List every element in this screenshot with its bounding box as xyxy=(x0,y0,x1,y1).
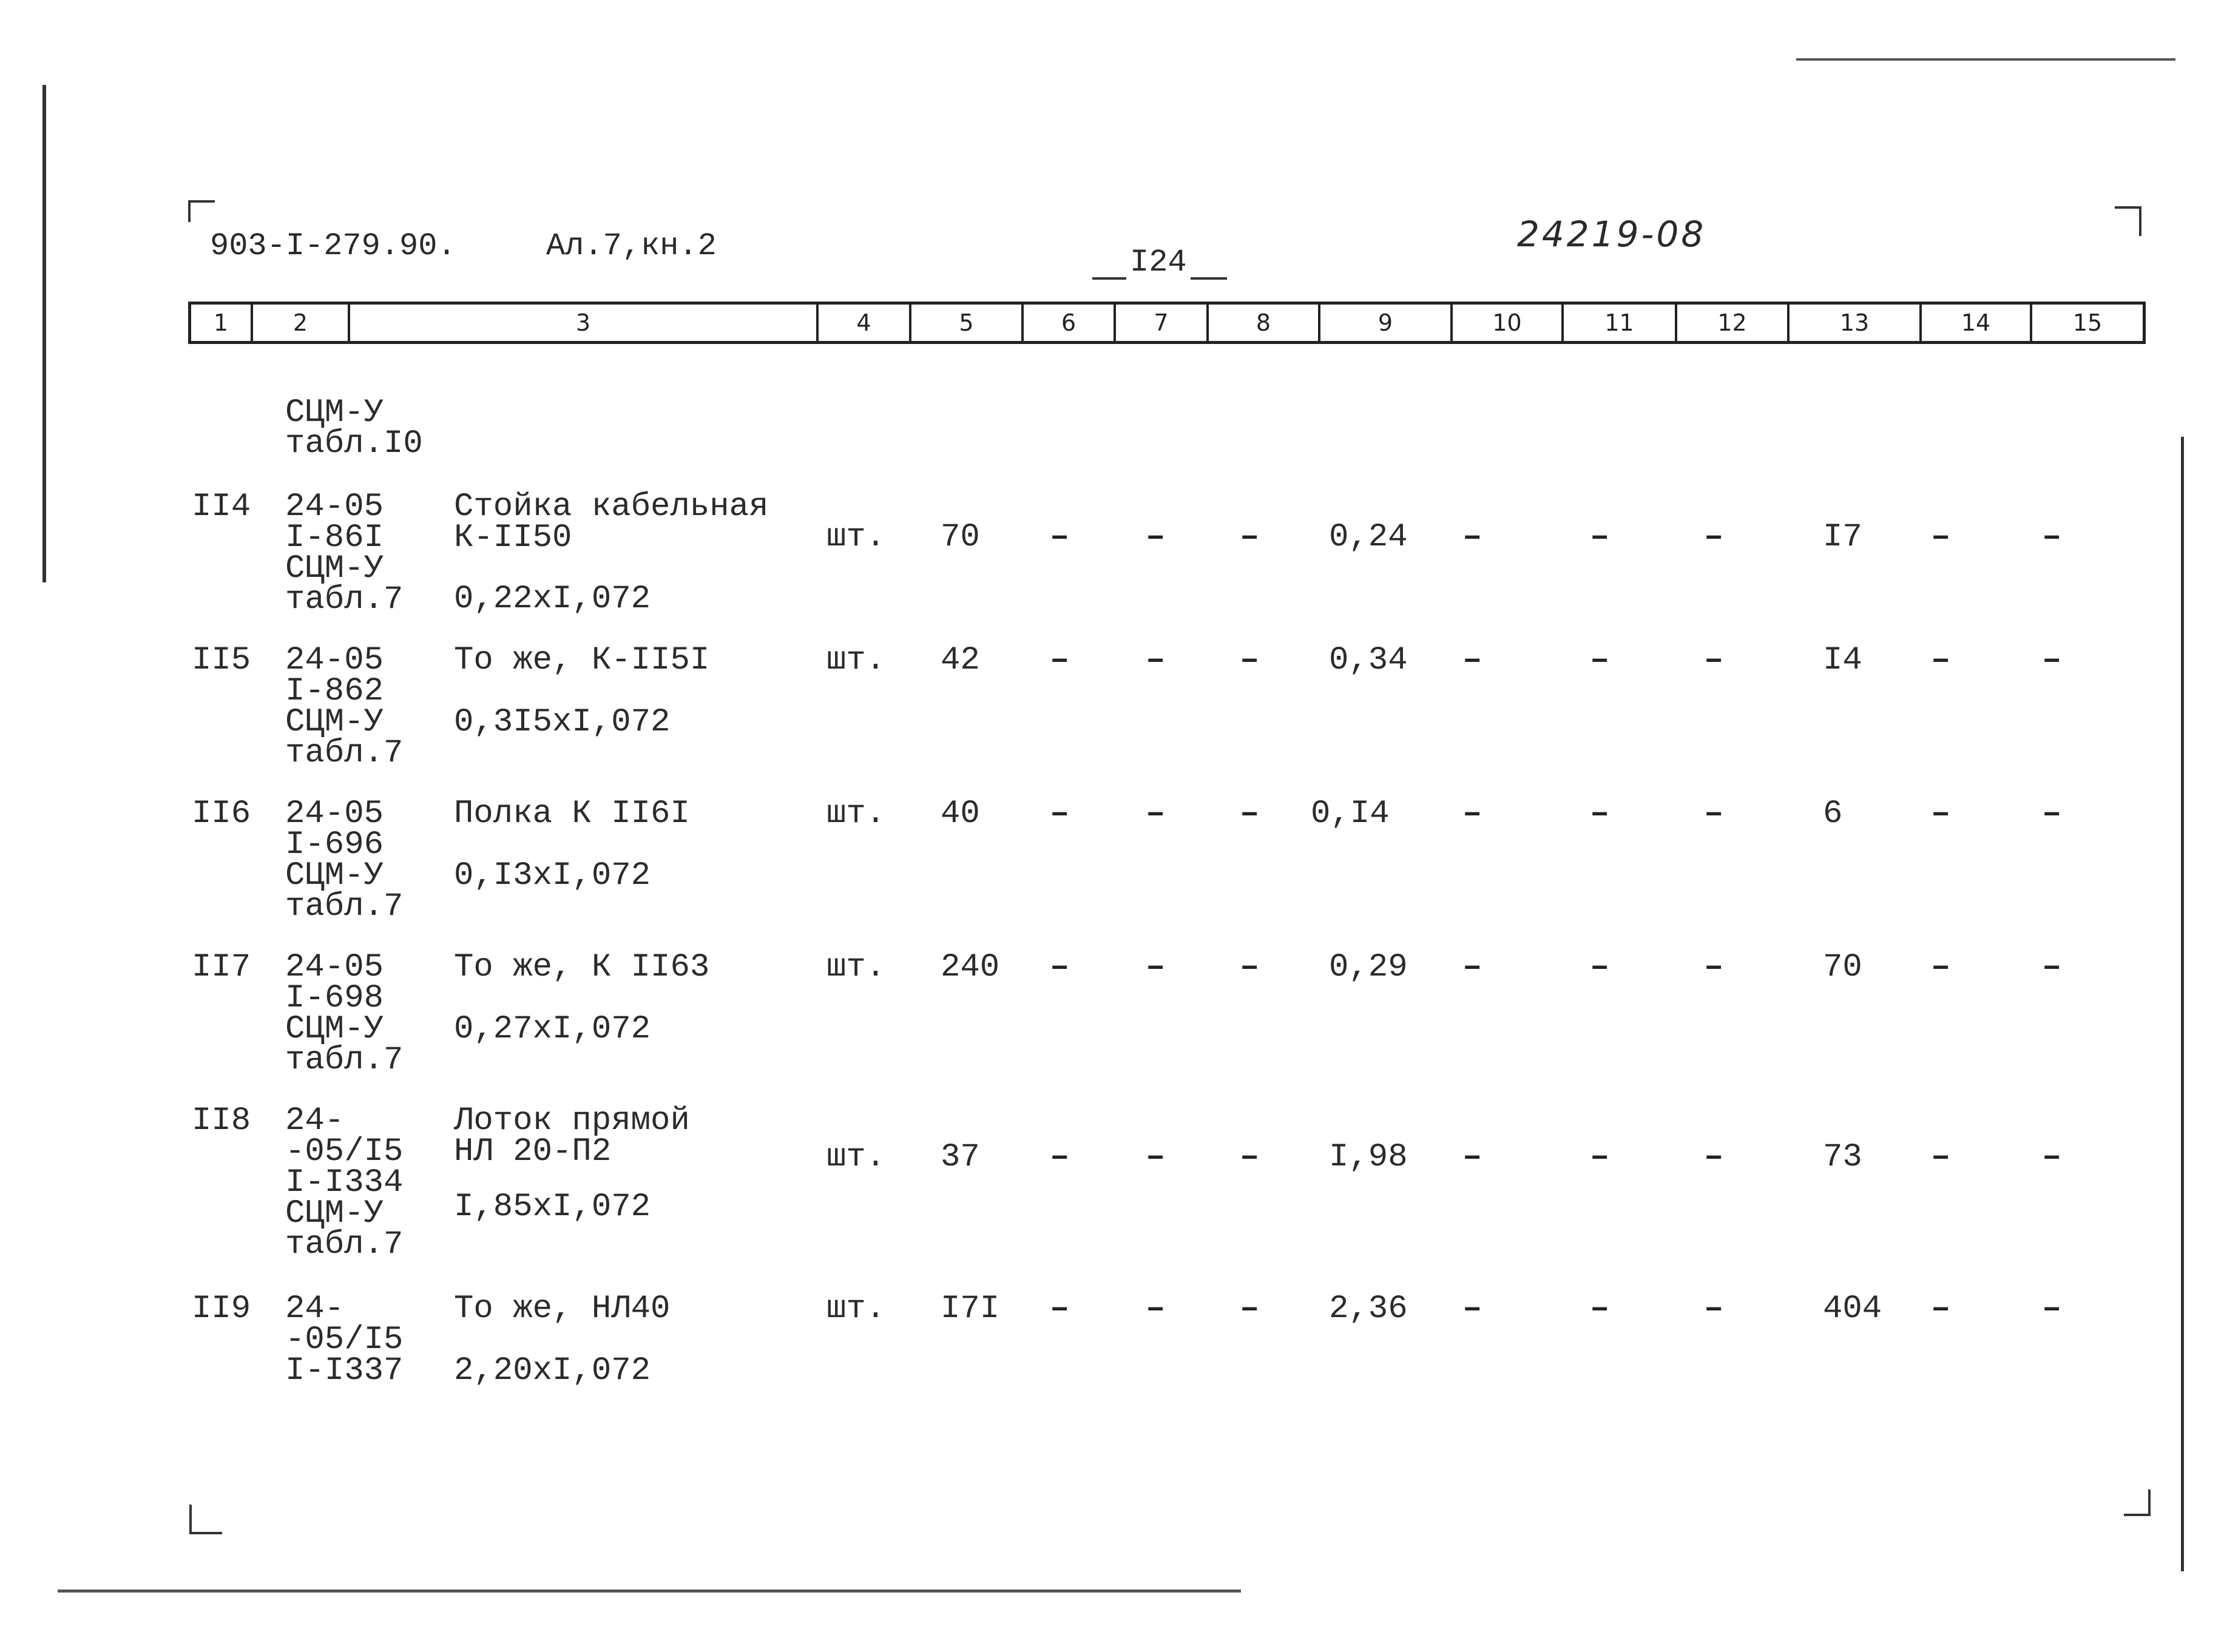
row-c12: – xyxy=(1704,1290,1724,1327)
row-c8: – xyxy=(1240,949,1260,986)
row-c15: – xyxy=(2042,949,2062,986)
column-number-7: 7 xyxy=(1114,305,1206,341)
row-calculation: 0,3I5хI,072 xyxy=(454,704,671,741)
row-unit: шт. xyxy=(826,795,886,832)
row-c9: 2,36 xyxy=(1329,1290,1408,1327)
row-number: II5 xyxy=(192,642,251,679)
row-c8: – xyxy=(1240,1139,1260,1176)
row-reference: 24- -05/I5 I-I337 xyxy=(285,1290,404,1389)
row-c9: I,98 xyxy=(1329,1139,1408,1176)
row-c14: – xyxy=(1931,949,1951,986)
row-calculation: 2,20хI,072 xyxy=(454,1352,651,1389)
column-number-10: 10 xyxy=(1450,305,1561,341)
column-number-row xyxy=(188,302,2146,344)
row-c6: – xyxy=(1050,642,1070,679)
row-c9: 0,I4 xyxy=(1311,795,1390,832)
row-c15: – xyxy=(2042,1139,2062,1176)
row-quantity: 37 xyxy=(941,1139,980,1176)
row-c7: – xyxy=(1146,1290,1166,1327)
column-number-14: 14 xyxy=(1919,305,2030,341)
row-unit: шт. xyxy=(826,642,886,679)
row-c10: – xyxy=(1462,1290,1482,1327)
row-quantity: 240 xyxy=(941,949,1000,986)
row-c8: – xyxy=(1240,519,1260,556)
album-reference: Ал.7,кн.2 xyxy=(546,228,717,264)
row-c7: – xyxy=(1146,795,1166,832)
stamp-number: 24219-08 xyxy=(1517,214,1706,255)
row-c14: – xyxy=(1931,642,1951,679)
column-number-1: 1 xyxy=(213,309,229,336)
row-quantity: I7I xyxy=(941,1290,1000,1327)
row-unit: шт. xyxy=(826,519,886,556)
row-c13: I4 xyxy=(1823,642,1862,679)
row-number: II7 xyxy=(192,949,251,986)
row-c10: – xyxy=(1462,949,1482,986)
row-quantity: 70 xyxy=(941,519,980,556)
row-c14: – xyxy=(1931,1139,1951,1176)
row-c15: – xyxy=(2042,1290,2062,1327)
row-c15: – xyxy=(2042,795,2062,832)
corner-mark-bottom-left xyxy=(189,1505,222,1534)
row-c7: – xyxy=(1146,642,1166,679)
row-c11: – xyxy=(1590,1290,1610,1327)
corner-mark-top-right xyxy=(2115,206,2141,236)
row-c7: – xyxy=(1146,1139,1166,1176)
row-number: II8 xyxy=(192,1102,251,1139)
row-c14: – xyxy=(1931,1290,1951,1327)
row-c11: – xyxy=(1590,519,1610,556)
row-reference: 24-05 I-698 СЦМ-У табл.7 xyxy=(285,949,404,1079)
page-number xyxy=(1092,246,1227,280)
row-c14: – xyxy=(1931,519,1951,556)
row-c12: – xyxy=(1704,642,1724,679)
continuation-reference: СЦМ-У табл.I0 xyxy=(285,394,423,462)
column-number-6: 6 xyxy=(1021,305,1114,341)
row-c13: 6 xyxy=(1823,795,1843,832)
row-c11: – xyxy=(1590,1139,1610,1176)
row-c15: – xyxy=(2042,642,2062,679)
row-c9: 0,34 xyxy=(1329,642,1408,679)
row-c7: – xyxy=(1146,519,1166,556)
row-calculation: I,85хI,072 xyxy=(454,1188,651,1226)
column-number-4: 4 xyxy=(816,305,909,341)
row-c6: – xyxy=(1050,519,1070,556)
row-c12: – xyxy=(1704,949,1724,986)
row-c8: – xyxy=(1240,795,1260,832)
row-unit: шт. xyxy=(826,1139,886,1176)
row-description: Стойка кабельная К-II50 xyxy=(454,488,769,556)
row-number: II9 xyxy=(192,1290,251,1327)
row-description: То же, НЛ40 xyxy=(454,1290,671,1327)
row-c13: 73 xyxy=(1823,1139,1862,1176)
row-c12: – xyxy=(1704,1139,1724,1176)
row-unit: шт. xyxy=(826,1290,886,1327)
row-c8: – xyxy=(1240,642,1260,679)
row-calculation: 0,27хI,072 xyxy=(454,1011,651,1048)
column-number-9: 9 xyxy=(1318,305,1450,341)
column-number-12: 12 xyxy=(1675,305,1787,341)
row-description: Полка К II6I xyxy=(454,795,690,832)
row-c14: – xyxy=(1931,795,1951,832)
row-description: То же, К II63 xyxy=(454,949,710,986)
corner-mark-bottom-right xyxy=(2124,1489,2151,1516)
row-c10: – xyxy=(1462,795,1482,832)
row-description: Лоток прямой НЛ 20-П2 xyxy=(454,1102,690,1170)
top-edge-line xyxy=(1796,58,2175,61)
left-margin-line xyxy=(42,85,46,582)
row-description: То же, К-II5I xyxy=(454,642,710,679)
row-reference: 24- -05/I5 I-I334 СЦМ-У табл.7 xyxy=(285,1102,404,1263)
row-c13: I7 xyxy=(1823,519,1862,556)
bottom-edge-line xyxy=(58,1590,1241,1593)
column-number-2: 2 xyxy=(251,305,348,341)
row-c11: – xyxy=(1590,642,1610,679)
document-code: 903-I-279.90. xyxy=(210,228,456,264)
row-calculation: 0,I3хI,072 xyxy=(454,857,651,894)
row-number: II6 xyxy=(192,795,251,832)
row-reference: 24-05 I-86I СЦМ-У табл.7 xyxy=(285,488,404,618)
row-c10: – xyxy=(1462,642,1482,679)
row-c10: – xyxy=(1462,1139,1482,1176)
row-c11: – xyxy=(1590,949,1610,986)
right-margin-line xyxy=(2181,437,2184,1571)
row-c12: – xyxy=(1704,519,1724,556)
row-quantity: 42 xyxy=(941,642,980,679)
column-number-11: 11 xyxy=(1561,305,1675,341)
row-c6: – xyxy=(1050,795,1070,832)
row-reference: 24-05 I-862 СЦМ-У табл.7 xyxy=(285,642,404,772)
row-reference: 24-05 I-696 СЦМ-У табл.7 xyxy=(285,795,404,925)
row-c9: 0,29 xyxy=(1329,949,1408,986)
row-c13: 404 xyxy=(1823,1290,1882,1327)
row-c8: – xyxy=(1240,1290,1260,1327)
row-c15: – xyxy=(2042,519,2062,556)
column-number-15: 15 xyxy=(2030,305,2143,341)
row-c6: – xyxy=(1050,949,1070,986)
column-number-8: 8 xyxy=(1206,305,1318,341)
row-c6: – xyxy=(1050,1139,1070,1176)
column-number-13: 13 xyxy=(1787,305,1919,341)
row-calculation: 0,22хI,072 xyxy=(454,581,651,618)
corner-mark-top-left xyxy=(188,200,215,222)
row-c6: – xyxy=(1050,1290,1070,1327)
row-c12: – xyxy=(1704,795,1724,832)
column-number-3: 3 xyxy=(348,305,816,341)
column-number-5: 5 xyxy=(909,305,1021,341)
page-number-text: I24 xyxy=(1130,244,1187,280)
row-quantity: 40 xyxy=(941,795,980,832)
row-number: II4 xyxy=(192,488,251,525)
row-c11: – xyxy=(1590,795,1610,832)
row-c7: – xyxy=(1146,949,1166,986)
row-unit: шт. xyxy=(826,949,886,986)
row-c13: 70 xyxy=(1823,949,1862,986)
row-c10: – xyxy=(1462,519,1482,556)
row-c9: 0,24 xyxy=(1329,519,1408,556)
